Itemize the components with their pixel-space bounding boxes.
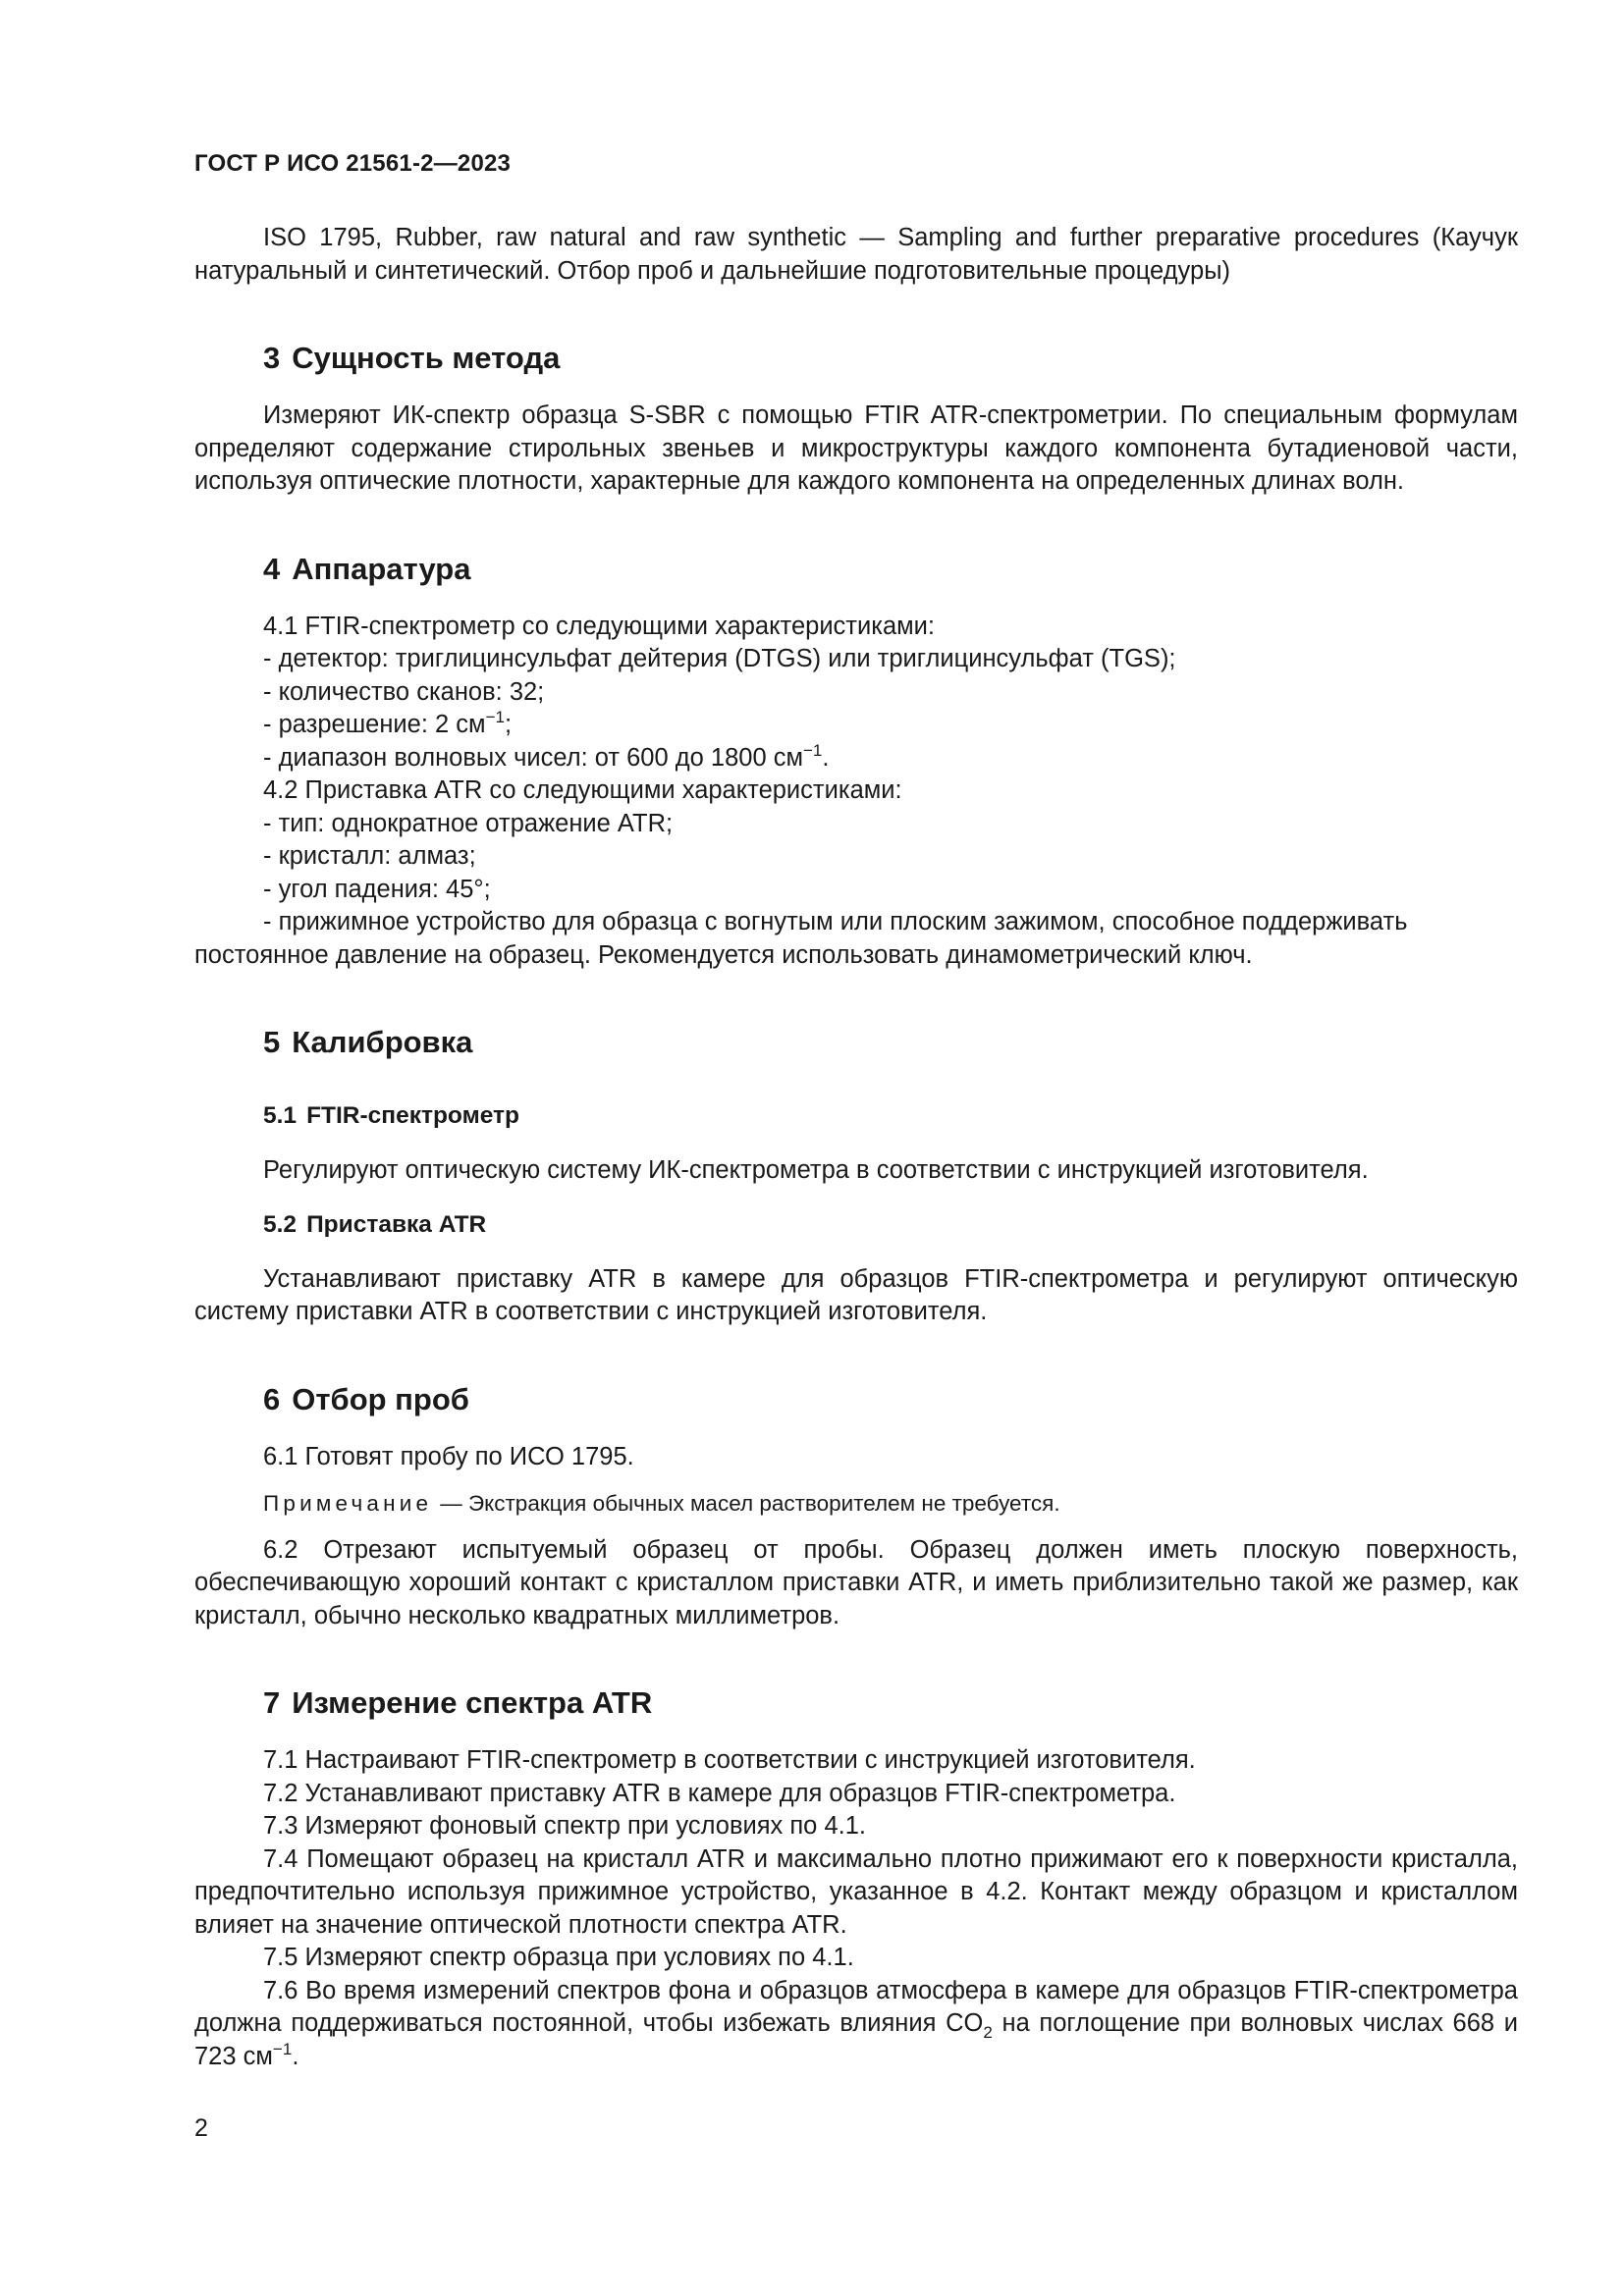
list-item-angle: - угол падения: 45°; [263, 875, 491, 903]
section-6-title: Отбор проб [292, 1381, 469, 1416]
section-5-title: Калибровка [292, 1025, 473, 1059]
list-item-clamp-line-2: постоянное давление на образец. Рекомендуется использовать динамометрический ключ. [194, 940, 1253, 969]
section-6-heading [194, 1380, 1518, 1419]
item-6-1: 6.1 Готовят пробу по ИСО 1795. [263, 1442, 634, 1470]
section-5-heading [194, 1023, 1518, 1062]
page-number: 2 [194, 2114, 208, 2142]
subsection-5-1-text: Регулируют оптическую систему ИК-спектрометра в соответствии с инструкцией изготовителя. [263, 1155, 1369, 1184]
item-6-2: 6.2 Отрезают испытуемый образец от пробы. Образец должен иметь плоскую поверхность, обеспечивающую хороший контакт с кристаллом приставки ATR, и иметь приблизительно такой же размер, как кристалл, обычно несколько квадратных миллиметров. [194, 1535, 1518, 1629]
list-item-clamp-line-1: - прижимное устройство для образца с вогнутым или плоским зажимом, способное поддерживать [263, 908, 1408, 935]
subsection-5-1-title: FTIR-спектрометр [306, 1102, 519, 1129]
list-item-detector: - детектор: триглицинсульфат дейтерия (DTGS) или триглицинсульфат (TGS); [263, 645, 1176, 672]
item-4-2: 4.2 Приставка ATR со следующими характеристиками: [263, 776, 902, 804]
subsection-5-1-number: 5.1 [263, 1102, 298, 1129]
section-7-heading [194, 1683, 1518, 1723]
item-7-1: 7.1 Настраивают FTIR-спектрометр в соответствии с инструкцией изготовителя. [263, 1746, 1196, 1774]
note [194, 1487, 1518, 1521]
list-item-scans: - количество сканов: 32; [263, 677, 545, 706]
item-7-3: 7.3 Измеряют фоновый спектр при условиях по 4.1. [263, 1812, 866, 1840]
list-item-crystal: - кристалл: алмаз; [263, 842, 476, 870]
page-content [194, 222, 1518, 2073]
section-3-number: 3 [263, 341, 281, 375]
section-4-heading [194, 550, 1518, 589]
wavenumber-range-text: - диапазон волновых чисел: от 600 до 1800 см [263, 743, 803, 772]
list-item-wavenumber-range [194, 742, 1518, 775]
subsection-5-1-heading [194, 1099, 1518, 1133]
note-text: — Экстракция обычных масел растворителем не требуется. [440, 1491, 1060, 1516]
section-4-title: Аппаратура [292, 551, 471, 586]
section-3-title: Сущность метода [292, 341, 561, 375]
item-7-6-punct: . [292, 2042, 299, 2070]
section-4-number: 4 [263, 551, 281, 586]
subsection-5-2-number: 5.2 [263, 1211, 298, 1238]
item-7-4: 7.4 Помещают образец на кристалл ATR и максимально плотно прижимают его к поверхности кристалла, предпочтительно используя прижимное устройство, указанное в 4.2. Контакт между образцом и кристаллом влияет на значение оптической плотности спектра ATR. [194, 1844, 1518, 1939]
note-label: Примечание [263, 1491, 433, 1516]
section-3-text: Измеряют ИК-спектр образца S-SBR с помощью FTIR ATR-спектрометрии. По специальным формулам определяют содержание стирольных звеньев и микроструктуры каждого компонента бутадиеновой части, используя оптические плотности, характерные для каждого компонента на определенных длинах волн. [194, 401, 1518, 495]
document-header: ГОСТ Р ИСО 21561-2—2023 [194, 150, 512, 177]
subsection-5-2-text: Устанавливают приставку ATR в камере для образцов FTIR-спектрометра и регулируют оптическую систему приставки ATR в соответствии с инструкцией изготовителя. [194, 1264, 1518, 1325]
section-5-number: 5 [263, 1025, 281, 1059]
item-7-2: 7.2 Устанавливают приставку ATR в камере для образцов FTIR-спектрометра. [263, 1779, 1176, 1807]
wavenumber-range-punct: . [822, 743, 830, 772]
item-7-6-text: 7.6 Во время измерений спектров фона и образцов атмосфера в камере для образцов FTIR-спектрометра должна поддерживаться постоянной, чтобы избежать влияния CO [194, 1976, 1518, 2037]
normative-reference: ISO 1795, Rubber, raw natural and raw synthetic — Sampling and further preparative procedures (Каучук натуральный и синтетический. Отбор проб и дальнейшие подготовительные процедуры) [194, 224, 1518, 285]
item-7-5: 7.5 Измеряют спектр образца при условиях по 4.1. [263, 1944, 854, 1971]
resolution-text: - разрешение: 2 см [263, 711, 486, 738]
resolution-exponent: −1 [485, 708, 505, 726]
resolution-punct: ; [504, 711, 513, 738]
item-4-1: 4.1 FTIR-спектрометр со следующими характеристиками: [263, 612, 935, 640]
list-item-resolution [194, 709, 1518, 742]
item-7-6 [194, 1975, 1518, 2074]
wavenumber-range-exponent: −1 [803, 740, 823, 760]
section-7-number: 7 [263, 1685, 281, 1720]
subsection-5-2-title: Приставка ATR [306, 1211, 487, 1238]
section-6-number: 6 [263, 1381, 281, 1416]
section-7-title: Измерение спектра ATR [292, 1685, 653, 1720]
wavenumber-exponent: −1 [272, 2039, 293, 2058]
subsection-5-2-heading [194, 1208, 1518, 1242]
item-7-6-text-cont: на поглощение при волновых числах 668 и 723 см [194, 2009, 1518, 2070]
co2-subscript: 2 [983, 2023, 993, 2042]
list-item-type: - тип: однократное отражение ATR; [263, 809, 674, 837]
section-3-heading [194, 339, 1518, 378]
